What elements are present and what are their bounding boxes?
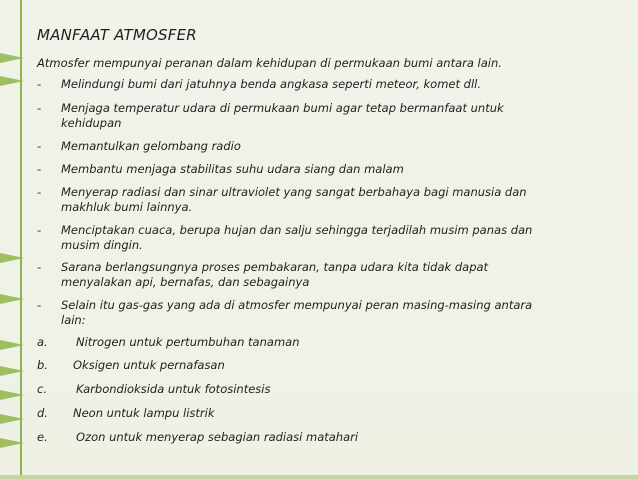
list-item-continuation: musim dingin. <box>61 238 143 252</box>
list-item: Melindungi bumi dari jatuhnya benda angkasa seperti meteor, komet dll. <box>61 77 481 91</box>
list-marker: d. <box>37 406 48 420</box>
list-item-continuation: lain: <box>61 313 86 327</box>
list-marker: - <box>37 162 42 176</box>
list-item: Menyerap radiasi dan sinar ultraviolet yang sangat berbahaya bagi manusia dan <box>61 185 527 199</box>
list-marker: - <box>37 185 42 199</box>
arrow-decoration <box>0 438 24 448</box>
list-item: Oksigen untuk pernafasan <box>73 358 225 372</box>
list-marker: c. <box>37 382 47 396</box>
arrow-decoration <box>0 294 24 304</box>
list-marker: e. <box>37 430 48 444</box>
list-item-continuation: menyalakan api, bernafas, dan sebagainya <box>61 275 310 289</box>
left-accent-rule <box>20 0 22 479</box>
arrow-decoration <box>0 76 24 86</box>
slide-title: MANFAAT ATMOSFER <box>37 26 197 44</box>
list-marker: b. <box>37 358 48 372</box>
arrow-decoration <box>0 366 24 376</box>
list-item-continuation: makhluk bumi lainnya. <box>61 200 193 214</box>
list-marker: - <box>37 101 42 115</box>
arrow-decoration <box>0 53 24 63</box>
list-item: Menciptakan cuaca, berupa hujan dan salju sehingga terjadilah musim panas dan <box>61 223 533 237</box>
list-marker: - <box>37 260 42 274</box>
list-item: Nitrogen untuk pertumbuhan tanaman <box>76 335 300 349</box>
list-item: Memantulkan gelombang radio <box>61 139 241 153</box>
list-item-continuation: kehidupan <box>61 116 122 130</box>
arrow-decoration <box>0 253 24 263</box>
list-marker: - <box>37 223 42 237</box>
list-item: Neon untuk lampu listrik <box>73 406 215 420</box>
intro-text: Atmosfer mempunyai peranan dalam kehidupan di permukaan bumi antara lain. <box>37 56 502 70</box>
list-item: Ozon untuk menyerap sebagian radiasi matahari <box>76 430 359 444</box>
list-marker: - <box>37 77 42 91</box>
arrow-decoration <box>0 414 24 424</box>
bottom-strip <box>0 475 638 479</box>
list-item: Membantu menjaga stabilitas suhu udara siang dan malam <box>61 162 404 176</box>
arrow-decoration <box>0 390 24 400</box>
list-item: Sarana berlangsungnya proses pembakaran, tanpa udara kita tidak dapat <box>61 260 489 274</box>
list-marker: - <box>37 139 42 153</box>
arrow-decoration <box>0 340 24 350</box>
list-item: Karbondioksida untuk fotosintesis <box>76 382 271 396</box>
list-marker: - <box>37 298 42 312</box>
list-item: Menjaga temperatur udara di permukaan bumi agar tetap bermanfaat untuk <box>61 101 504 115</box>
list-item: Selain itu gas-gas yang ada di atmosfer mempunyai peran masing-masing antara <box>61 298 533 312</box>
list-marker: a. <box>37 335 48 349</box>
